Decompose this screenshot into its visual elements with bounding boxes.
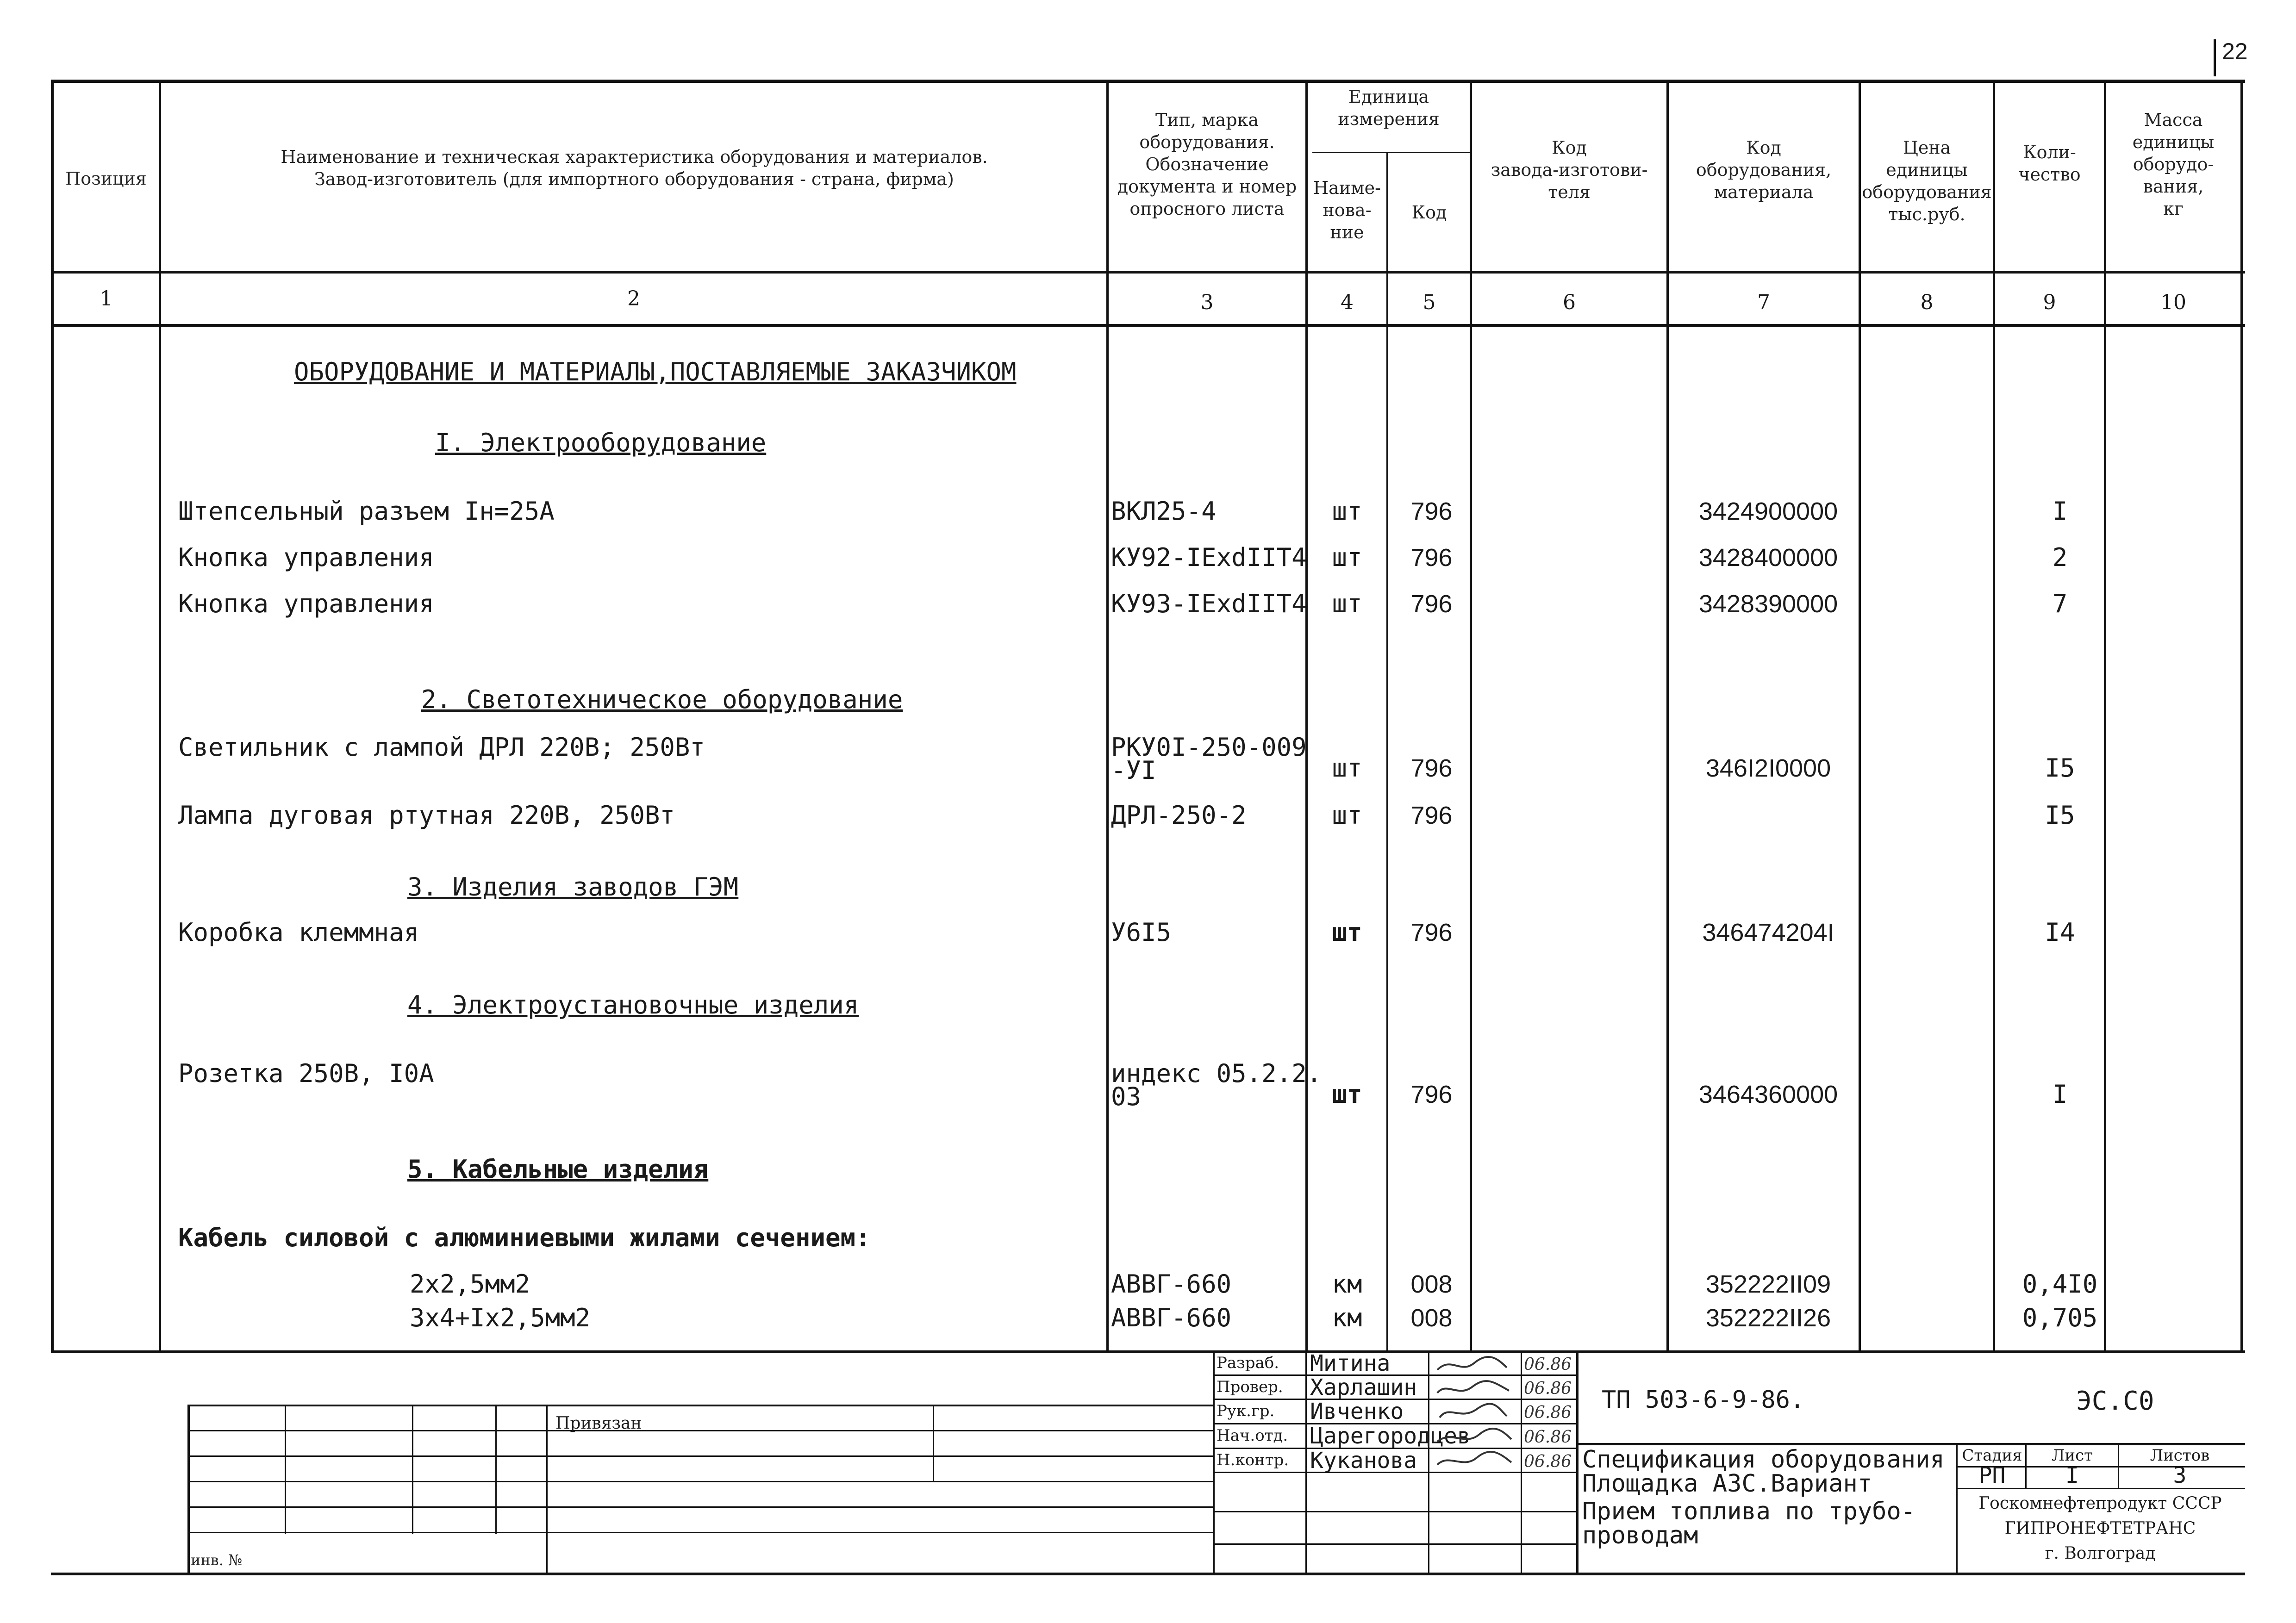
header-price-line: тыс.руб.: [1888, 204, 1965, 224]
header-mass-line: оборудо-: [2133, 154, 2214, 174]
item-unit: км: [1332, 1303, 1362, 1332]
header-quantity: [1995, 141, 2104, 186]
header-mass-line: вания,: [2143, 176, 2204, 197]
item-code: 352222II09: [1705, 1270, 1831, 1298]
item-type: ДРЛ-250-2: [1111, 801, 1247, 830]
signature-scribble: [1433, 1354, 1516, 1474]
item-unit-code: 008: [1410, 1270, 1453, 1298]
item-unit: шт: [1332, 918, 1362, 947]
item-type: АВВГ-660: [1111, 1269, 1232, 1299]
item-code: 3428390000: [1698, 590, 1838, 618]
section-title: 3. Изделия заводов ГЭМ: [407, 872, 739, 902]
role-label: Разраб.: [1217, 1354, 1279, 1372]
item-unit: шт: [1332, 497, 1362, 526]
item-qty: 2: [2052, 543, 2068, 572]
header-price: [1861, 137, 1993, 225]
header-material-code: [1669, 137, 1859, 203]
section-title: 4. Электроустановочные изделия: [407, 990, 859, 1020]
item-type: У6I5: [1111, 918, 1172, 947]
item-unit-code: 796: [1410, 754, 1453, 782]
item-name: 3х4+Iх2,5мм2: [410, 1303, 591, 1332]
header-factory-line: завода-изготови-: [1491, 160, 1648, 180]
header-mass: [2106, 109, 2240, 220]
item-name: Кнопка управления: [178, 589, 434, 618]
organization: [1959, 1491, 2241, 1566]
item-qty: I: [2052, 497, 2068, 526]
item-type-cont: 03: [1111, 1082, 1142, 1111]
privyazan-label: Привязан: [555, 1414, 642, 1433]
sign-date: 06.86: [1524, 1379, 1572, 1398]
item-qty: 0,705: [2022, 1303, 2098, 1332]
stage-label: Стадия: [1962, 1446, 2022, 1465]
org-line: ГИПРОНЕФТЕТРАНС: [2004, 1519, 2196, 1538]
header-type-line: оборудования.: [1139, 132, 1275, 152]
item-name: 2х2,5мм2: [410, 1269, 530, 1299]
header-material-line: оборудования,: [1696, 160, 1832, 180]
item-code: 346I2I0000: [1705, 754, 1831, 782]
header-unit-name: [1308, 177, 1386, 243]
header-type-line: опросного листа: [1129, 199, 1285, 219]
item-unit: шт: [1332, 589, 1362, 618]
role-label: Н.контр.: [1217, 1451, 1289, 1469]
doc-title: [1582, 1448, 1945, 1548]
inventory-label: инв. №: [191, 1551, 243, 1569]
item-unit: км: [1332, 1269, 1362, 1299]
header-mass-line: Масса: [2144, 110, 2203, 130]
header-unit-name-line: Наиме-: [1313, 178, 1381, 198]
header-price-line: Цена: [1903, 137, 1951, 158]
item-name: Кабель силовой с алюминиевыми жилами сечением:: [178, 1223, 871, 1252]
header-unit-name-line: ние: [1330, 222, 1364, 243]
header-factory-line: Код: [1552, 137, 1587, 158]
signer-name: Царегородцев: [1310, 1423, 1471, 1449]
header-type-line: Тип, марка: [1155, 110, 1259, 130]
header-factory-code: [1472, 137, 1666, 203]
item-name: Коробка клеммная: [178, 918, 419, 947]
signer-name: Ивченко: [1310, 1399, 1404, 1424]
col-number: 7: [1757, 291, 1770, 314]
main-title: ОБОРУДОВАНИЕ И МАТЕРИАЛЫ,ПОСТАВЛЯЕМЫЕ ЗАКАЗЧИКОМ: [294, 357, 1017, 386]
header-unit-code: Код: [1411, 202, 1447, 223]
item-name: Лампа дуговая ртутная 220В, 250Вт: [178, 801, 675, 830]
item-unit: шт: [1332, 801, 1362, 830]
item-unit-code: 796: [1410, 497, 1453, 525]
item-qty: 7: [2052, 589, 2068, 618]
item-name: Розетка 250В, I0А: [178, 1059, 434, 1088]
item-code: 3464360000: [1698, 1081, 1838, 1108]
item-name: Светильник с лампой ДРЛ 220В; 250Вт: [178, 733, 705, 762]
doc-code: ТП 503-6-9-86.: [1602, 1386, 1805, 1414]
sheets-label: Листов: [2150, 1446, 2210, 1465]
org-line: г. Волгоград: [2045, 1544, 2156, 1563]
header-name: [162, 146, 1106, 190]
sign-date: 06.86: [1524, 1428, 1572, 1447]
org-line: Госкомнефтепродукт СССР: [1978, 1494, 2222, 1513]
header-type: [1109, 109, 1305, 220]
role-label: Провер.: [1217, 1378, 1283, 1396]
header-name-line2: Завод-изготовитель (для импортного оборудования - страна, фирма): [314, 169, 954, 189]
page-number: 22: [2222, 38, 2248, 64]
col-number: 8: [1920, 291, 1934, 314]
sheet-value: I: [2065, 1462, 2079, 1488]
col-number: 10: [2160, 291, 2186, 314]
col-number: 5: [1423, 291, 1436, 314]
item-type: КУ93-IExdIIT4: [1111, 589, 1307, 618]
doc-title-line: Площадка АЗС.Вариант: [1582, 1470, 1872, 1498]
col-number: 4: [1341, 291, 1354, 314]
item-name: Кнопка управления: [178, 543, 434, 572]
header-price-line: единицы: [1886, 160, 1968, 180]
doc-title-line: проводам: [1582, 1522, 1698, 1549]
stage-value: РП: [1978, 1462, 2006, 1488]
item-type: ВКЛ25-4: [1111, 497, 1217, 526]
item-qty: 0,4I0: [2022, 1269, 2098, 1299]
item-unit-code: 796: [1410, 802, 1453, 829]
col-number: 2: [627, 287, 640, 311]
sign-date: 06.86: [1524, 1403, 1572, 1422]
sheet-label: Лист: [2052, 1446, 2093, 1465]
header-quantity-line: Коли-: [2023, 142, 2076, 162]
signer-name: Митина: [1310, 1350, 1391, 1376]
header-quantity-line: чество: [2018, 164, 2081, 185]
item-unit: шт: [1332, 1080, 1362, 1109]
signer-name: Куканова: [1310, 1448, 1417, 1474]
item-type: КУ92-IExdIIT4: [1111, 543, 1307, 572]
header-type-line: документа и номер: [1117, 176, 1297, 197]
item-type: АВВГ-660: [1111, 1303, 1232, 1332]
role-label: Нач.отд.: [1217, 1426, 1288, 1445]
doc-title-line: Прием топлива по трубо-: [1582, 1498, 1916, 1525]
sign-date: 06.86: [1524, 1355, 1572, 1374]
item-qty: I: [2052, 1080, 2068, 1109]
header-unit-group: [1308, 86, 1470, 130]
item-code: 3428400000: [1698, 544, 1838, 572]
section-title: 5. Кабельные изделия: [407, 1155, 709, 1184]
role-label: Рук.гр.: [1217, 1402, 1275, 1420]
header-mass-line: кг: [2163, 199, 2184, 219]
header-position: Позиция: [65, 168, 147, 189]
item-unit-code: 796: [1410, 919, 1453, 946]
header-material-line: материала: [1714, 182, 1814, 202]
item-code: 352222II26: [1705, 1304, 1831, 1332]
header-material-line: Код: [1746, 137, 1781, 158]
item-qty: I5: [2045, 753, 2075, 783]
item-type: РКУ0I-250-009: [1111, 733, 1307, 762]
item-unit-code: 796: [1410, 1081, 1453, 1108]
header-mass-line: единицы: [2132, 132, 2215, 152]
col-number: 9: [2043, 291, 2056, 314]
item-code: 346474204I: [1702, 919, 1834, 946]
item-unit-code: 008: [1410, 1304, 1453, 1332]
header-unit-line: измерения: [1338, 109, 1440, 129]
doc-title-line: Спецификация оборудования: [1582, 1446, 1945, 1474]
signer-name: Харлашин: [1310, 1374, 1417, 1400]
item-name: Штепсельный разъем Iн=25А: [178, 497, 555, 526]
sign-date: 06.86: [1524, 1452, 1572, 1471]
item-unit: шт: [1332, 543, 1362, 572]
sheets-value: 3: [2173, 1462, 2187, 1488]
sheet-code: ЭС.С0: [2076, 1386, 2154, 1416]
col-number: 6: [1563, 291, 1576, 314]
header-name-line1: Наименование и техническая характеристика оборудования и материалов.: [281, 147, 988, 167]
section-title: 2. Светотехническое оборудование: [421, 685, 903, 714]
header-type-line: Обозначение: [1145, 154, 1269, 174]
header-unit-name-line: нова-: [1323, 200, 1372, 220]
header-factory-line: теля: [1548, 182, 1591, 202]
item-code: 3424900000: [1698, 497, 1838, 525]
header-unit-line: Единица: [1348, 87, 1429, 107]
header-price-line: оборудования: [1862, 182, 1992, 202]
item-unit-code: 796: [1410, 544, 1453, 572]
section-title: I. Электрооборудование: [435, 428, 767, 457]
item-type-cont: -УI: [1111, 756, 1156, 785]
col-number: 1: [100, 287, 113, 311]
col-number: 3: [1200, 291, 1214, 314]
item-unit-code: 796: [1410, 590, 1453, 618]
item-qty: I5: [2045, 801, 2075, 830]
item-unit: шт: [1332, 753, 1362, 783]
item-type: индекс 05.2.2.: [1111, 1059, 1322, 1088]
item-qty: I4: [2045, 918, 2075, 947]
